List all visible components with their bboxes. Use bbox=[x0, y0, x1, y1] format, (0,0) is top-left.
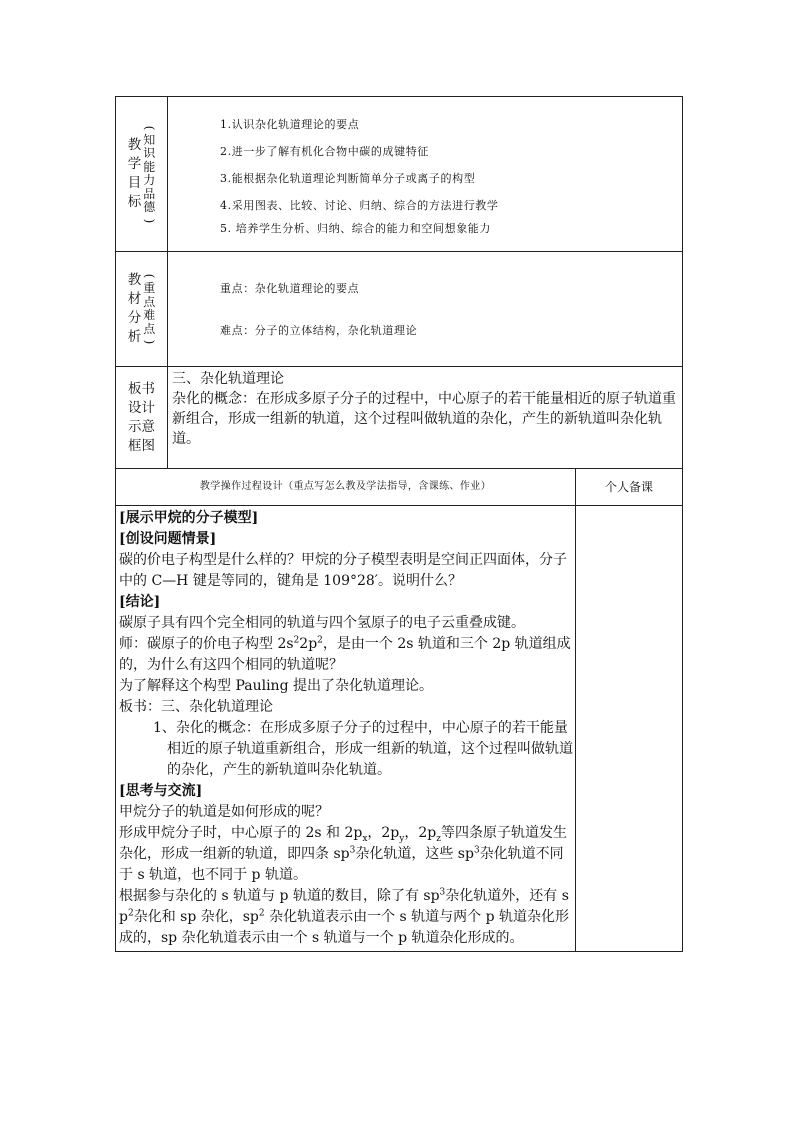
objectives-sublabel: ( 知 识 能 力 品 德 ) bbox=[142, 125, 157, 223]
personal-notes-cell bbox=[576, 506, 683, 952]
board-text: 杂化的概念：在形成多原子分子的过程中，中心原子的若干能量相近的原子轨道重新组合，形成一组新的轨道，这个过程叫做轨道的杂化，产生的新轨道叫杂化轨道。 bbox=[172, 391, 676, 447]
paragraph: 甲烷分子的轨道是如何形成的呢？ bbox=[119, 804, 329, 820]
analysis-content bbox=[168, 252, 683, 367]
process-row bbox=[116, 506, 683, 952]
objective-item: 1.认识杂化轨道理论的要点 bbox=[220, 118, 360, 131]
board-label: 板书 设计 示意 框图 bbox=[128, 380, 155, 454]
objective-item: 2.进一步了解有机化合物中碳的成键特征 bbox=[220, 145, 429, 158]
paragraph: 为了解释这个构型 Pauling 提出了杂化轨道理论。 bbox=[119, 678, 433, 694]
paragraph: 师：碳原子的价电子构型 $2s^22p^2$，是由一个 2s 轨道和三个 2p 轨道组成的，为什么有这四个相同的轨道呢？ bbox=[119, 635, 571, 673]
process-header-title: 教学操作过程设计（重点写怎么教及学法指导，含课练、作业） bbox=[116, 469, 576, 506]
difficulty-point: 难点：分子的立体结构，杂化轨道理论 bbox=[220, 324, 418, 337]
board-content bbox=[168, 367, 683, 469]
paragraph: 1、杂化的概念：在形成多原子分子的过程中，中心原子的若干能量相近的原子轨道重新组合，形成一组新的轨道，这个过程叫做轨道的杂化，产生的新轨道叫杂化轨道。 bbox=[153, 720, 573, 778]
lesson-plan-table bbox=[115, 96, 683, 952]
analysis-sublabel: ( 重 点 难 点 ) bbox=[142, 273, 157, 345]
section-heading: [思考与交流] bbox=[119, 783, 203, 799]
board-row bbox=[116, 367, 683, 469]
board-heading: 三、杂化轨道理论 bbox=[172, 371, 284, 387]
board-label-cell bbox=[116, 367, 168, 469]
objective-item: 5. 培养学生分析、归纳、综合的能力和空间想象能力 bbox=[220, 222, 491, 235]
paragraph: 形成甲烷分子时，中心原子的 2s 和 $2p_x$，$2p_y$，$2p_z$等四条原子轨道发生杂化，形成一组新的轨道，即四条 $sp^3$杂化轨道，这些 $sp^3$杂化轨道不同于 s 轨道，也不同于 p 轨道。 bbox=[119, 825, 567, 883]
objective-item: 3.能根据杂化轨道理论判断简单分子或离子的构型 bbox=[220, 172, 476, 185]
objective-item: 4.采用图表、比较、讨论、归纳、综合的方法进行教学 bbox=[220, 199, 499, 212]
process-header-notes: 个人备课 bbox=[576, 469, 683, 506]
analysis-label: 教 材 分 析 bbox=[127, 272, 142, 345]
paragraph: 根据参与杂化的 s 轨道与 p 轨道的数目，除了有 $sp^3$杂化轨道外，还有 $sp^2$杂化和 sp 杂化，$sp^2$ 杂化轨道表示由一个 s 轨道与两个 p 轨道杂化形成的，sp 杂化轨道表示由一个 s 轨道与一个 p 轨道杂化形成的。 bbox=[119, 887, 570, 946]
section-heading: [结论] bbox=[119, 594, 161, 610]
key-point: 重点：杂化轨道理论的要点 bbox=[220, 282, 360, 295]
objectives-row bbox=[116, 97, 683, 252]
process-header-row bbox=[116, 469, 683, 506]
paragraph: 碳的价电子构型是什么样的？甲烷的分子模型表明是空间正四面体，分子中的 C—H 键是等同的，键角是 109°28′。说明什么？ bbox=[119, 552, 567, 589]
process-content bbox=[116, 506, 576, 952]
paragraph: 碳原子具有四个完全相同的轨道与四个氢原子的电子云重叠成键。 bbox=[119, 615, 525, 631]
analysis-row bbox=[116, 252, 683, 367]
paragraph: 板书：三、杂化轨道理论 bbox=[119, 699, 273, 715]
analysis-label-cell bbox=[116, 252, 168, 367]
section-heading: [创设问题情景] bbox=[119, 531, 217, 547]
section-heading: [展示甲烷的分子模型] bbox=[119, 510, 259, 526]
objectives-label-cell bbox=[116, 97, 168, 252]
objectives-label: 教 学 目 标 bbox=[127, 137, 142, 210]
objectives-content bbox=[168, 97, 683, 252]
